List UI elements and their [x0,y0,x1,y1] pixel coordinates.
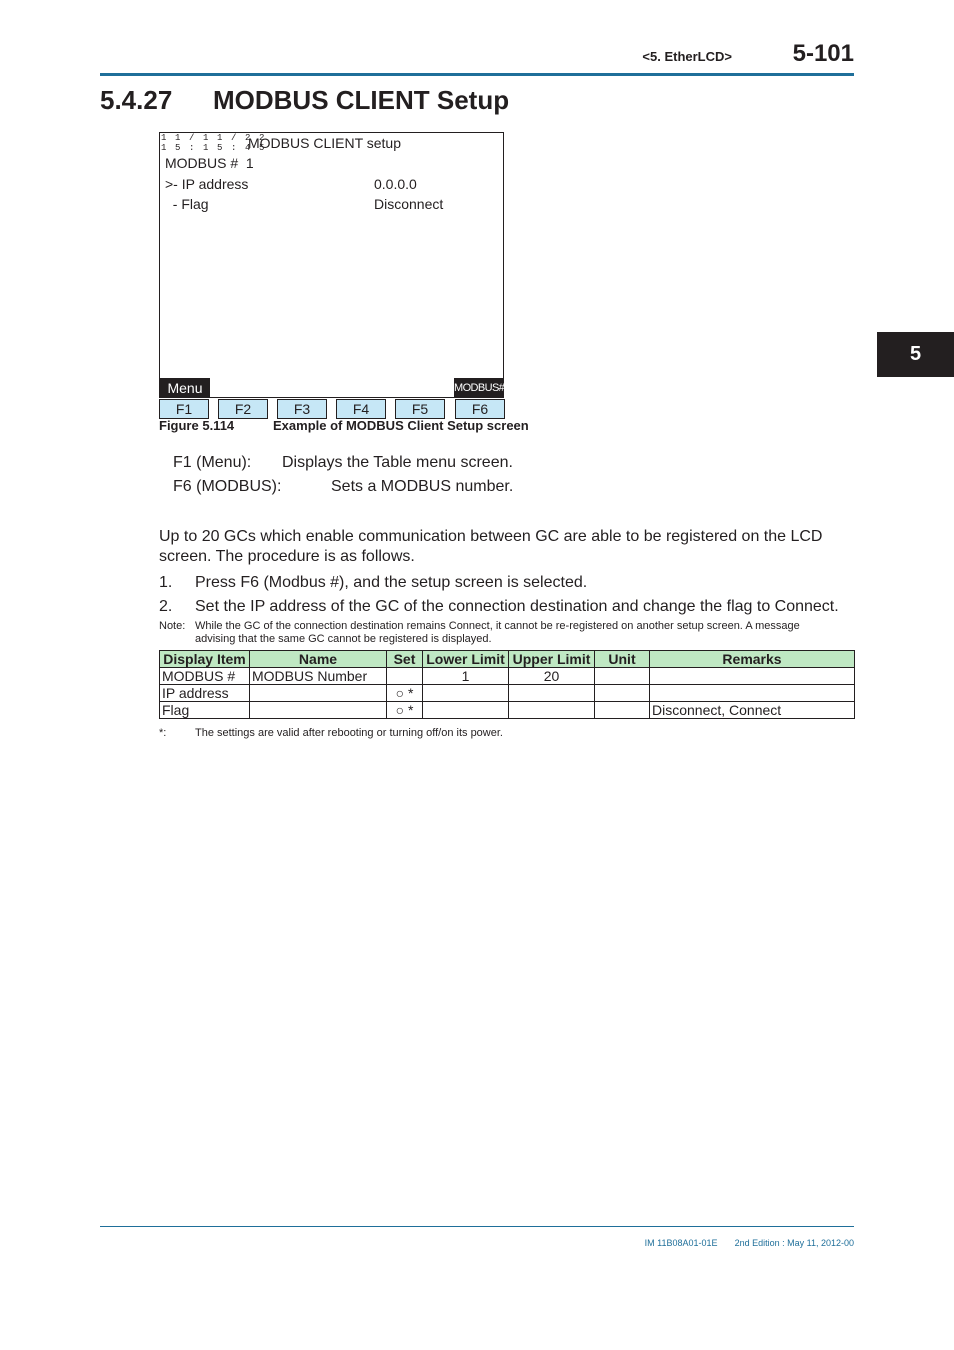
table-cell: ○ * [387,685,423,702]
table-row [160,685,855,702]
section-title: MODBUS CLIENT Setup [213,85,510,115]
table-cell: MODBUS Number [250,668,387,685]
body-paragraph-line-1: Up to 20 GCs which enable communication between GC are able to be registered on the LCD [159,528,823,545]
column-header: Lower Limit [423,651,509,668]
parameter-table [159,650,855,719]
table-cell [595,668,650,685]
key-f1-desc: Displays the Table menu screen. [282,454,513,471]
step-text: Press F6 (Modbus #), and the setup screen is selected. [195,574,588,591]
running-header-chapter: <5. EtherLCD> [642,49,732,64]
step-text: Set the IP address of the GC of the connection destination and change the flag to Connect. [195,598,839,615]
column-header: Unit [595,651,650,668]
lcd-ip-address-value: 0.0.0.0 [374,176,417,192]
lcd-title: MODBUS CLIENT setup [248,135,402,151]
key-f6-label: F6 (MODBUS): [173,478,282,495]
table-cell: 1 [423,668,509,685]
column-header: Set [387,651,423,668]
f3-key[interactable]: F3 [277,399,327,419]
footer-doc-number: IM 11B08A01-01E [644,1238,718,1248]
table-cell [423,685,509,702]
header-rule [100,73,854,76]
table-row [160,702,855,719]
lcd-modbus-number: MODBUS # 1 [165,155,254,171]
table-cell [509,685,595,702]
f5-key[interactable]: F5 [395,399,445,419]
lcd-time: 1 5 : 1 5 : 4 5 [161,143,267,153]
chapter-tab: 5 [877,332,954,377]
table-header-row [160,651,855,668]
body-paragraph-line-2: screen. The procedure is as follows. [159,548,415,565]
key-f6-desc: Sets a MODBUS number. [331,478,514,495]
table-cell: Flag [160,702,250,719]
table-cell [250,702,387,719]
footer-edition: 2nd Edition : May 11, 2012-00 [734,1238,854,1248]
note-text-line-1: While the GC of the connection destination remains Connect, it cannot be re-registered on another setup screen. A message [195,620,800,632]
table-cell [595,702,650,719]
table-cell: IP address [160,685,250,702]
footer-rule [100,1226,854,1227]
section-number: 5.4.27 [100,85,173,115]
table-cell [250,685,387,702]
table-cell [650,668,855,685]
f1-key[interactable]: F1 [159,399,209,419]
footnote-mark: *: [159,727,167,739]
column-header: Upper Limit [509,651,595,668]
table-cell [595,685,650,702]
lcd-screen [159,132,504,398]
table-row [160,668,855,685]
step-number: 1. [159,574,173,591]
lcd-flag-label: - Flag [165,196,209,212]
table-cell: MODBUS # [160,668,250,685]
column-header: Display Item [160,651,250,668]
table-cell: 20 [509,668,595,685]
table-cell [509,702,595,719]
page-footer [560,1238,854,1248]
lcd-softkey-modbus[interactable]: MODBUS# [454,378,504,398]
note-label: Note: [159,620,186,632]
column-header: Name [250,651,387,668]
note-text-line-2: advising that the same GC cannot be registered is displayed. [195,633,492,645]
column-header: Remarks [650,651,855,668]
f6-key[interactable]: F6 [455,399,505,419]
f2-key[interactable]: F2 [218,399,268,419]
f4-key[interactable]: F4 [336,399,386,419]
footnote-text: The settings are valid after rebooting or turning off/on its power. [195,727,503,739]
table-cell [650,685,855,702]
figure-caption: Example of MODBUS Client Setup screen [273,418,529,433]
page-number: 5-101 [792,40,854,67]
table-cell: Disconnect, Connect [650,702,855,719]
figure-number: Figure 5.114 [159,418,235,433]
lcd-softkey-menu[interactable]: Menu [160,378,210,398]
lcd-flag-value: Disconnect [374,196,444,212]
table-cell: ○ * [387,702,423,719]
step-number: 2. [159,598,173,615]
table-cell [387,668,423,685]
lcd-ip-address-label: >- IP address [165,176,249,192]
table-cell [423,702,509,719]
lcd-date: 1 1 / 1 1 / 2 2 [161,133,267,143]
key-f1-label: F1 (Menu): [173,454,252,471]
